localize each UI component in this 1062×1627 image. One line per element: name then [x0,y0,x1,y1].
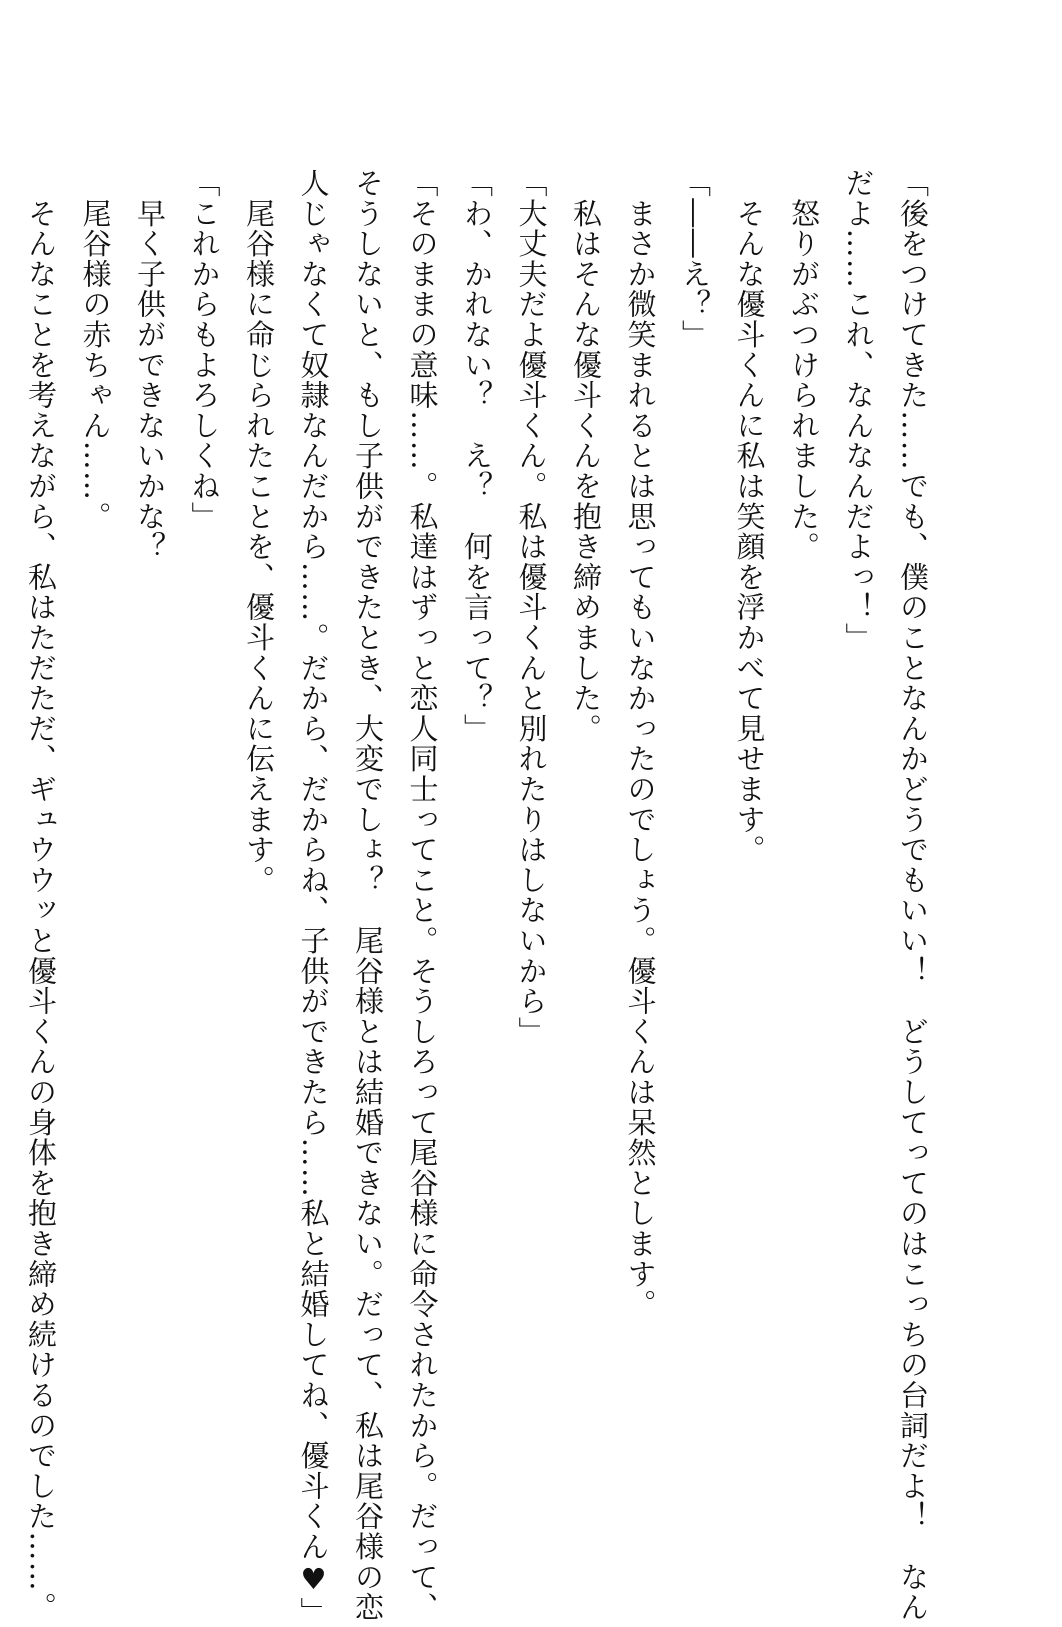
text-line: 早く子供ができないかな？ [133,168,167,562]
text-line: だよ……これ、なんなんだよっ！」 [841,168,876,653]
text-line: 尾谷様に命じられたことを、優斗くんに伝えます。 [242,168,276,896]
text-line: 「――え？」 [678,168,712,350]
text-line: 「これからもよろしくね」 [187,168,222,532]
text-line: 人じゃなくて奴隷なんだから……。だから、だからね、子供ができたら……私と結婚してね、優斗くん♥」 [296,168,331,1627]
text-line: 「後をつけてきた……でも、僕のことなんかどうでもいい！ どうしてってのはこっちの台詞だよ！ なん [896,168,930,1623]
vertical-text-body [24,168,940,1627]
text-line: 「大丈夫だよ優斗くん。私は優斗くんと別れたりはしないから」 [514,168,549,1047]
text-line: まさか微笑まれるとは思ってもいなかったのでしょう。優斗くんは呆然とします。 [623,168,658,1320]
text-line: そんなことを考えながら、私はただただ、ギュウウッと優斗くんの身体を抱き締め続けるのでした……。 [24,168,58,1623]
text-line: 怒りがぶつけられました。 [787,168,821,562]
text-line: 「わ、かれない？ え？ 何を言って？」 [460,168,494,744]
text-line: 「そのままの意味……。私達はずっと恋人同士ってこと。そうしろって尾谷様に命令されたから。だって、 [405,168,440,1623]
text-line: そんな優斗くんに私は笑顔を浮かべて見せます。 [732,168,767,865]
text-line: そうしないと、もし子供ができたとき、大変でしょ？ 尾谷様とは結婚できない。だって、私は尾谷様の恋 [351,168,385,1623]
text-line: 尾谷様の赤ちゃん……。 [78,168,113,532]
text-line: 私はそんな優斗くんを抱き締めました。 [569,168,603,744]
